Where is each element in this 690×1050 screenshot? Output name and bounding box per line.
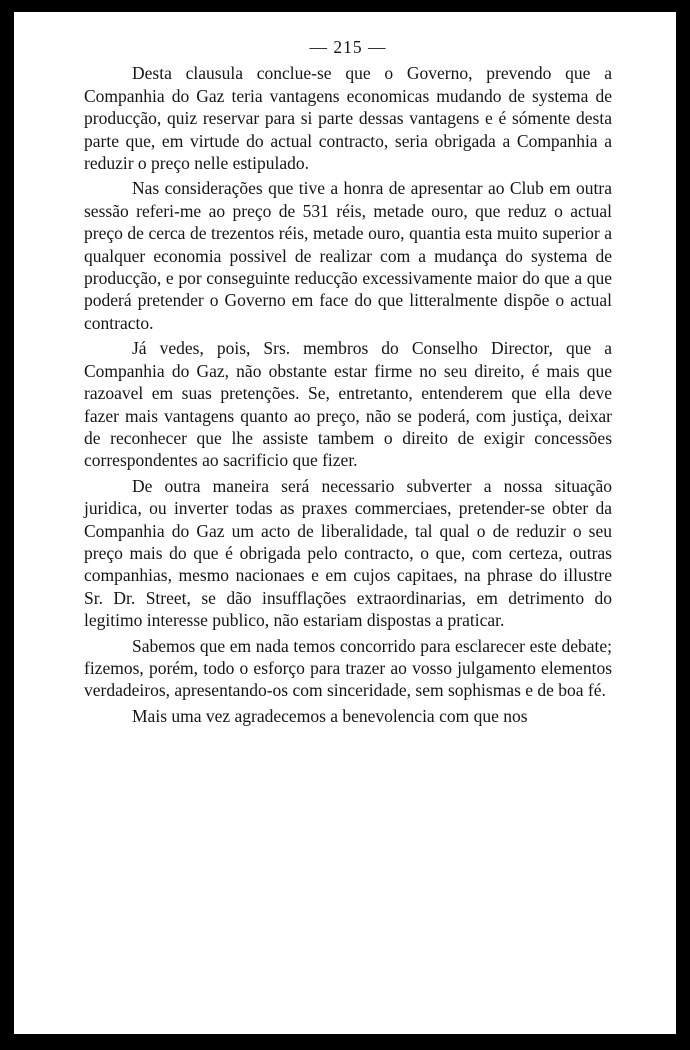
paragraph-4: De outra maneira será necessario subverter a nossa situação juridica, ou inverter todas as praxes commerciaes, pretender-se obter da Companhia do Gaz um acto de liberalidade, tal qual o de reduzir o seu preço mais do que é obrigada pelo contracto, o que, com certeza, outras companhias, mesmo nacionaes e em cujos capitaes, na phrase do illustre Sr. Dr. Street, se dão insufflações extraordinarias, em detrimento do legitimo interesse publico, não estariam dispostas a praticar. [84, 475, 612, 631]
paragraph-1: Desta clausula conclue-se que o Governo, prevendo que a Companhia do Gaz teria vantagens economicas mudando de systema de producção, quiz reservar para si parte dessas vantagens e é sómente desta parte que, em virtude do actual contracto, seria obrigada a Companhia a reduzir o preço nelle estipulado. [84, 63, 612, 174]
paragraph-5: Sabemos que em nada temos concorrido para esclarecer este debate; fizemos, porém, todo o esforço para trazer ao vosso julgamento elementos verdadeiros, apresentando-os com sinceridade, sem sophismas e de boa fé. [84, 635, 612, 701]
book-page [14, 12, 676, 1034]
paragraph-3: Já vedes, pois, Srs. membros do Conselho Director, que a Companhia do Gaz, não obstante estar firme no seu direito, é mais que razoavel em suas pretenções. Se, entretanto, entenderem que ella deve fazer mais vantagens quanto ao preço, não se poderá, com justiça, deixar de reconhecer que lhe assiste tambem o direito de exigir concessões correspondentes ao sacrificio que fizer. [84, 338, 612, 471]
paragraph-2: Nas considerações que tive a honra de apresentar ao Club em outra sessão referi-me ao preço de 531 réis, metade ouro, que reduz o actual preço de cerca de trezentos réis, metade ouro, quantia esta muito superior a qualquer economia possivel de realizar com a mudança do systema de producção, e por conseguinte reducção excessivamente maior do que a que poderá pretender o Governo em face do que litteralmente dispõe o actual contracto. [84, 178, 612, 333]
page-number: — 215 — [309, 37, 387, 57]
paragraph-6: Mais uma vez agradecemos a benevolencia com que nos [132, 705, 528, 726]
page-text-block [84, 36, 612, 730]
